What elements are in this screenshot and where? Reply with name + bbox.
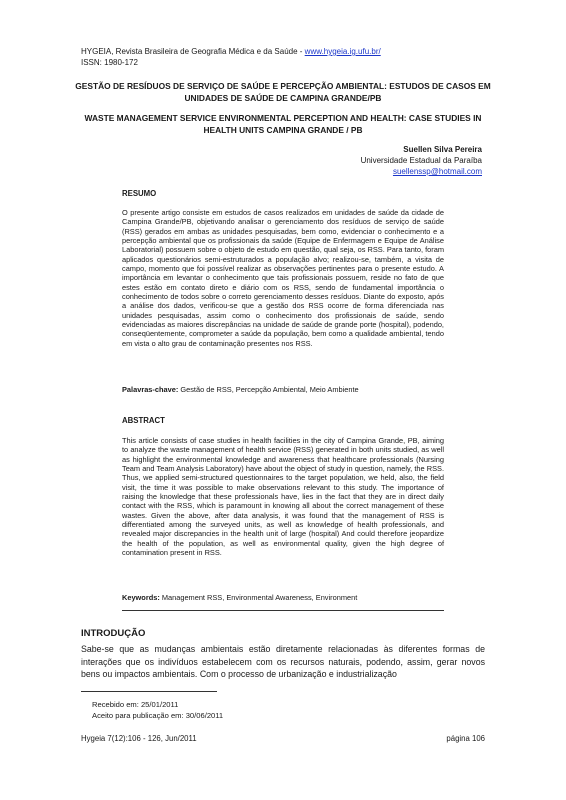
author-affiliation: Universidade Estadual da Paraíba: [360, 156, 482, 165]
abstract-keywords-label: Keywords:: [122, 593, 160, 602]
abstract-text: This article consists of case studies in health facilities in the city of Campina Grande, PB, aiming to analyze the waste management of health service (RSS) generated in both units studied, as well as highlight the environmental knowledge and awareness that healthcare professionals (Nursing Team and Team Analysis Laboratory) have about the object of study in question, namely, the RSS. Thus, we applied semi-structured questionnaires to the target population, we held, also, the field visit, the time it was possible to make observations relevant to this study. The importance of raising the knowledge that these professionals have, lies in the fact that they are in direct daily contact with the RSS, which is paramount in knowing all about the correct management of these wastes. Given the above, after data analysis, it was found that the management of RSS is differentiated among the surveyed units, as well as knowledge of health professionals, and revealed major discrepancies in the health unit of large (hospital) And could therefore jeopardize the health of the population, as well as environmental quality, given the high degree of contamination present in RSS.: [122, 436, 444, 558]
intro-heading: INTRODUÇÃO: [81, 628, 146, 639]
footer-citation: Hygeia 7(12):106 - 126, Jun/2011: [81, 734, 197, 743]
journal-header: [81, 46, 381, 68]
abstract-heading: ABSTRACT: [122, 416, 165, 425]
abstract-keywords-text: Management RSS, Environmental Awareness, Environment: [159, 593, 358, 602]
author-name: Suellen Silva Pereira: [403, 145, 482, 154]
title-portuguese: GESTÃO DE RESÍDUOS DE SERVIÇO DE SAÚDE E PERCEPÇÃO AMBIENTAL: ESTUDOS DE CASOS EM UNIDADES DE SAÚDE DE CAMPINA GRANDE/PB: [75, 81, 491, 103]
footnote-accepted: Aceito para publicação em: 30/06/2011: [92, 711, 224, 720]
resumo-keywords-label: Palavras-chave:: [122, 385, 179, 394]
intro-text: Sabe-se que as mudanças ambientais estão diretamente relacionadas às diferentes formas de interações que os indivíduos estabelecem com os recursos naturais, podendo, assim, gerar novos bens ou impactos ambientais. Com o processo de urbanização e industrialização: [81, 644, 485, 680]
footnote-divider: [81, 691, 217, 692]
footnote-received: Recebido em: 25/01/2011: [92, 700, 179, 709]
resumo-text: O presente artigo consiste em estudos de casos realizados em unidades de saúde da cidade de Campina Grande/PB, objetivando analisar o gerenciamento dos resíduos de serviço de saúde (RSS) gerados em ambas as unidades pesquisadas, bem como, evidenciar o conhecimento e a percepção ambiental que os profissionais da saúde (Equipe de Enfermagem e Equipe de Análise Laboratorial) possuem sobre o objeto de estudo em questão, qual seja, os RSS. Para tanto, foram aplicados questionários semi-estruturados a população alvo; realizou-se, também, a visita de campo, momento que foi possível realizar as observações pertinentes para o presente estudo. A importância em levantar o conhecimento que tais profissionais possuem, reside no fato de que estes estão em contato direto e diário com os RSS, sendo de fundamental importância o conhecimento de todos sobre o correto gerenciamento desses resíduos. Diante do exposto, após a análise dos dados, verificou-se que a gestão dos RSS ocorre de forma diferenciada nas unidades pesquisadas, assim como o conhecimento dos profissionais de saúde, sendo evidenciadas as maiores discrepâncias na unidade de saúde de grande porte (hospital), podendo, conseqüentemente, comprometer a saúde da população, bem como a qualidade ambiental, tendo em vista o alto grau de contaminação presentes nos RSS.: [122, 208, 444, 348]
resumo-keywords: [122, 385, 359, 394]
page-number: página 106: [446, 734, 485, 743]
abstract-keywords: [122, 593, 357, 602]
resumo-keywords-text: Gestão de RSS, Percepção Ambiental, Meio Ambiente: [178, 385, 359, 394]
author-block: [361, 144, 482, 177]
abstract-divider: [122, 610, 444, 611]
issn: ISSN: 1980-172: [81, 58, 138, 67]
journal-name: HYGEIA, Revista Brasileira de Geografia Médica e da Saúde -: [81, 47, 305, 56]
author-email-link[interactable]: suellenssp@hotmail.com: [392, 167, 482, 176]
resumo-heading: RESUMO: [122, 189, 157, 198]
title-english: WASTE MANAGEMENT SERVICE ENVIRONMENTAL PERCEPTION AND HEALTH: CASE STUDIES IN HEALTH UNITS CAMPINA GRANDE / PB: [84, 113, 482, 135]
journal-url-link[interactable]: www.hygeia.ig.ufu.br/: [304, 47, 381, 56]
